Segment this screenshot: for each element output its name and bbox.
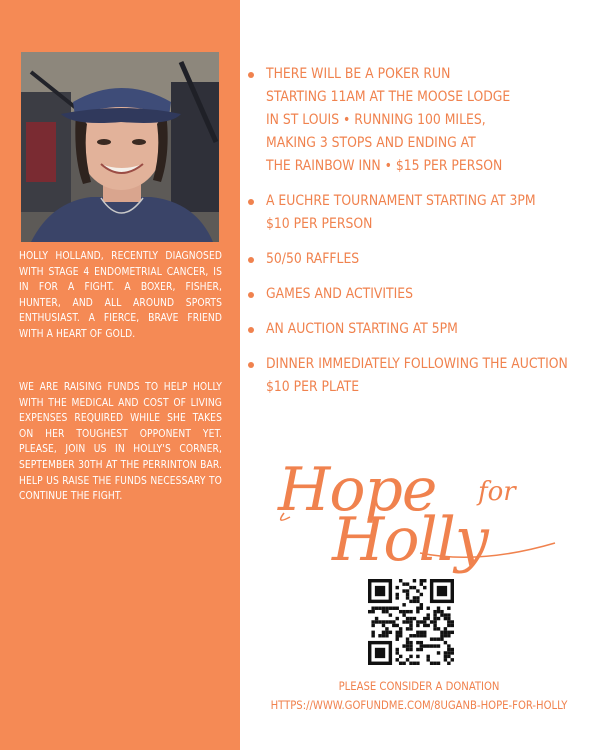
- bullet-icon: [248, 199, 254, 205]
- left-panel: [0, 0, 240, 750]
- bullet-icon: [248, 292, 254, 298]
- event-line: MAKING 3 STOPS AND ENDING AT: [266, 135, 476, 151]
- donation-url-link[interactable]: HTTPS://WWW.GOFUNDME.COM/8UGANB-HOPE-FOR-HOLLY: [270, 699, 568, 712]
- qr-code-icon[interactable]: [368, 579, 454, 665]
- logo-holly-text: Holly: [332, 505, 488, 575]
- event-line: THERE WILL BE A POKER RUN: [266, 66, 451, 82]
- event-line: THE RAINBOW INN • $15 PER PERSON: [266, 158, 503, 174]
- event-line: $10 PER PLATE: [266, 379, 360, 395]
- logo-hope-text: Hope: [278, 455, 437, 525]
- event-item-raffles: [245, 248, 593, 271]
- event-line: STARTING 11AM AT THE MOOSE LODGE: [266, 89, 511, 105]
- logo-for-text: for: [478, 477, 516, 507]
- event-line: $10 PER PERSON: [266, 216, 373, 232]
- event-item-auction: [245, 318, 593, 341]
- event-line: AN AUCTION STARTING AT 5PM: [266, 321, 458, 337]
- event-line: DINNER IMMEDIATELY FOLLOWING THE AUCTION: [266, 356, 568, 372]
- event-item-games: [245, 283, 593, 306]
- bullet-icon: [248, 327, 254, 333]
- hope-for-holly-logo: [270, 455, 570, 583]
- event-item-euchre: [245, 190, 593, 236]
- event-line: 50/50 RAFFLES: [266, 251, 360, 267]
- bio-paragraph-1: HOLLY HOLLAND, RECENTLY DIAGNOSED WITH STAGE 4 ENDOMETRIAL CANCER, IS IN FOR A FIGHT. A BOXER, FISHER, HUNTER, AND ALL AROUND SPORTS ENTHUSIAST. A FIERCE, BRAVE FRIEND WITH A HEART OF GOLD.: [19, 251, 222, 340]
- bullet-icon: [248, 362, 254, 368]
- bullet-icon: [248, 72, 254, 78]
- event-line: GAMES AND ACTIVITIES: [266, 286, 414, 302]
- event-line: A EUCHRE TOURNAMENT STARTING AT 3PM: [266, 193, 536, 209]
- event-item-dinner: [245, 353, 593, 399]
- bio-paragraph-2: WE ARE RAISING FUNDS TO HELP HOLLY WITH THE MEDICAL AND COST OF LIVING EXPENSES REQUIRED WHILE SHE TAKES ON HER TOUGHEST OPPONENT YET. PLEASE, JOIN US IN HOLLY'S CORNER, SEPTEMBER 30TH AT THE PERRINTON BAR. HELP US RAISE THE FUNDS NECESSARY TO CONTINUE THE FIGHT.: [19, 382, 222, 503]
- event-line: IN ST LOUIS • RUNNING 100 MILES,: [266, 112, 486, 128]
- holly-photo: [21, 52, 219, 242]
- donation-block: [245, 677, 593, 715]
- event-list: [245, 63, 593, 411]
- portrait-image: [21, 52, 219, 242]
- donation-label: PLEASE CONSIDER A DONATION: [338, 680, 500, 693]
- bullet-icon: [248, 257, 254, 263]
- event-item-poker-run: [245, 63, 593, 178]
